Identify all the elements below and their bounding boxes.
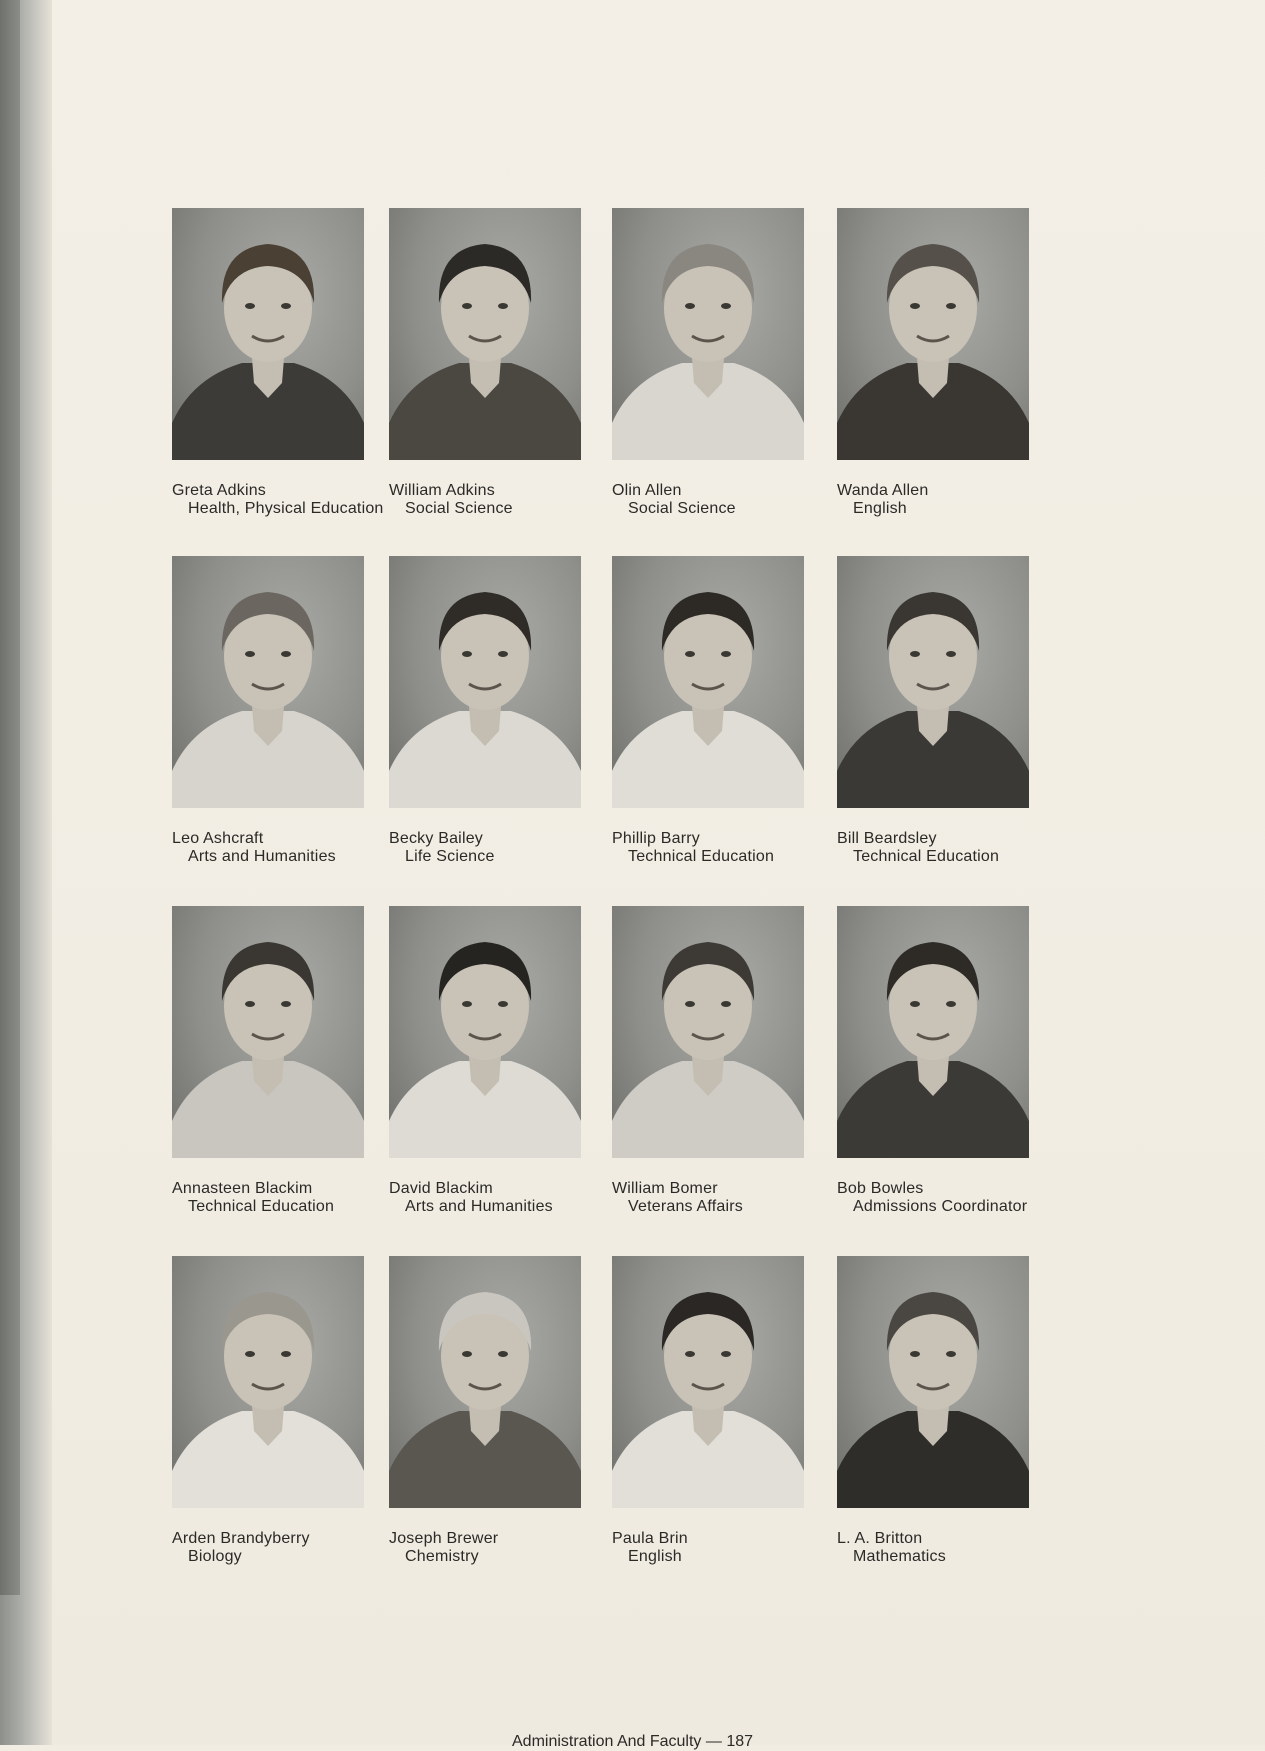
faculty-portrait <box>172 1256 364 1508</box>
faculty-department: Chemistry <box>405 1548 479 1565</box>
faculty-card <box>612 1256 842 1566</box>
binding-shadow <box>0 0 20 1595</box>
faculty-name: Olin Allen <box>612 482 682 499</box>
faculty-name: Paula Brin <box>612 1530 688 1547</box>
faculty-card <box>172 556 402 866</box>
faculty-department: Biology <box>188 1548 242 1565</box>
faculty-portrait <box>837 906 1029 1158</box>
faculty-caption <box>389 830 619 866</box>
faculty-caption <box>172 1530 402 1566</box>
faculty-portrait <box>172 208 364 460</box>
faculty-department: Health, Physical Education <box>188 500 384 517</box>
faculty-portrait <box>172 556 364 808</box>
faculty-portrait <box>612 1256 804 1508</box>
faculty-caption <box>837 482 1067 518</box>
faculty-department: Arts and Humanities <box>405 1198 553 1215</box>
faculty-caption <box>389 482 619 518</box>
faculty-portrait <box>837 208 1029 460</box>
faculty-department: Technical Education <box>853 848 1000 865</box>
faculty-caption <box>612 1180 842 1216</box>
faculty-caption <box>837 1530 1067 1566</box>
faculty-card <box>837 556 1067 866</box>
faculty-department: Veterans Affairs <box>628 1198 743 1215</box>
faculty-name: Greta Adkins <box>172 482 267 499</box>
faculty-card <box>389 208 619 518</box>
faculty-name: Leo Ashcraft <box>172 830 264 847</box>
faculty-name: Bob Bowles <box>837 1180 924 1197</box>
faculty-card <box>172 208 402 518</box>
faculty-card <box>837 208 1067 518</box>
faculty-department: Life Science <box>405 848 495 865</box>
faculty-portrait <box>837 1256 1029 1508</box>
faculty-card <box>837 906 1067 1216</box>
faculty-caption <box>837 1180 1067 1216</box>
faculty-portrait <box>172 906 364 1158</box>
faculty-card <box>612 906 842 1216</box>
faculty-caption <box>389 1180 619 1216</box>
faculty-card <box>837 1256 1067 1566</box>
faculty-name: Wanda Allen <box>837 482 929 499</box>
faculty-portrait <box>612 906 804 1158</box>
yearbook-page <box>52 0 1265 1750</box>
faculty-department: English <box>628 1548 682 1565</box>
faculty-card <box>612 208 842 518</box>
faculty-name: Arden Brandyberry <box>172 1530 310 1547</box>
faculty-portrait <box>612 208 804 460</box>
faculty-name: L. A. Britton <box>837 1530 923 1547</box>
faculty-card <box>389 556 619 866</box>
faculty-name: Joseph Brewer <box>389 1530 499 1547</box>
faculty-card <box>172 1256 402 1566</box>
faculty-portrait <box>837 556 1029 808</box>
faculty-name: William Adkins <box>389 482 495 499</box>
faculty-name: Becky Bailey <box>389 830 483 847</box>
faculty-card <box>389 906 619 1216</box>
faculty-name: Bill Beardsley <box>837 830 937 847</box>
faculty-caption <box>612 1530 842 1566</box>
faculty-department: Social Science <box>628 500 736 517</box>
faculty-name: Annasteen Blackim <box>172 1180 313 1197</box>
faculty-portrait <box>612 556 804 808</box>
faculty-portrait <box>389 556 581 808</box>
faculty-department: Mathematics <box>853 1548 946 1565</box>
faculty-department: Social Science <box>405 500 513 517</box>
faculty-portrait <box>389 208 581 460</box>
faculty-name: Phillip Barry <box>612 830 700 847</box>
faculty-department: Arts and Humanities <box>188 848 336 865</box>
faculty-name: David Blackim <box>389 1180 493 1197</box>
faculty-caption <box>172 1180 402 1216</box>
faculty-department: Admissions Coordinator <box>853 1198 1028 1215</box>
page-footer: Administration And Faculty — 187 <box>512 1733 754 1750</box>
faculty-caption <box>172 830 402 866</box>
faculty-portrait <box>389 906 581 1158</box>
faculty-department: Technical Education <box>188 1198 335 1215</box>
faculty-department: Technical Education <box>628 848 775 865</box>
faculty-caption <box>389 1530 619 1566</box>
faculty-card <box>389 1256 619 1566</box>
faculty-name: William Bomer <box>612 1180 718 1197</box>
faculty-card <box>612 556 842 866</box>
faculty-portrait <box>389 1256 581 1508</box>
faculty-caption <box>172 482 402 518</box>
faculty-department: English <box>853 500 907 517</box>
faculty-caption <box>837 830 1067 866</box>
faculty-card <box>172 906 402 1216</box>
faculty-caption <box>612 830 842 866</box>
faculty-caption <box>612 482 842 518</box>
